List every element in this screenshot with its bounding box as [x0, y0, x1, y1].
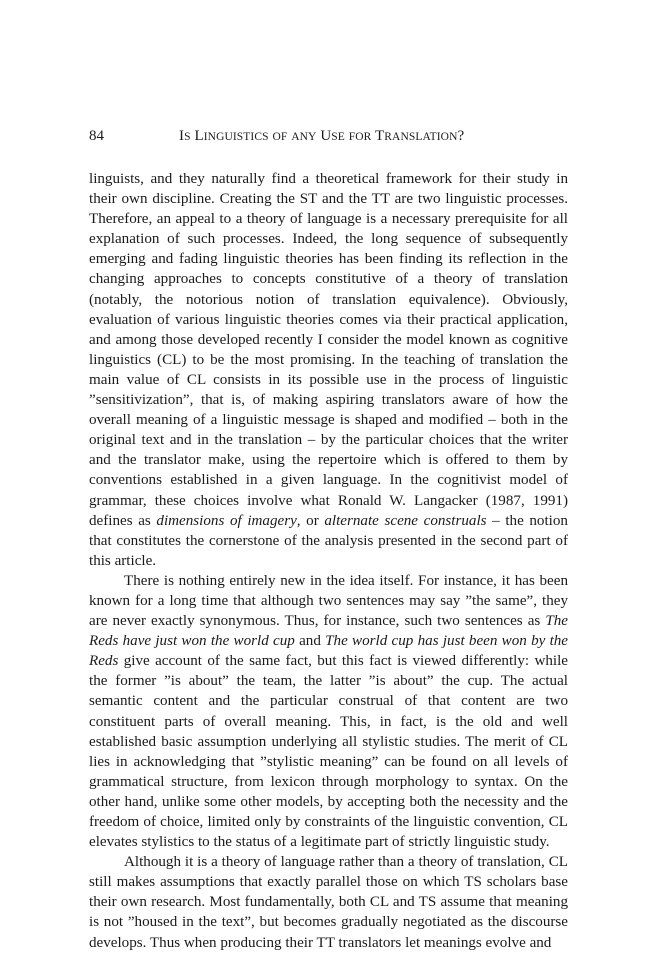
- example-sentence: The Reds have just won the world cup: [89, 613, 568, 650]
- paragraph-2: [89, 571, 568, 852]
- running-header: [89, 126, 569, 146]
- example-sentence: The world cup has just been won by the Reds: [89, 633, 569, 670]
- text-run: Although it is a theory of language rather than a theory of translation, CL still makes assumptions that exactly parallel those on which TS scholars base their own research. Most fundamentally, both CL and TS assume that meaning is not ”housed in the text”, but becomes gradually negotiated as the discourse develops. Thus when producing their TT translators let meanings evolve and: [89, 854, 568, 951]
- paragraph-3: [89, 852, 568, 952]
- text-run: and: [294, 633, 326, 650]
- text-run: , or: [296, 512, 325, 529]
- body-text: [89, 169, 568, 953]
- italic-term: alternate scene construals: [324, 512, 487, 529]
- text-run: give account of the same fact, but this fact is viewed differently: while the former ”is about” the team, the latter ”is about” the cup. The actual semantic content and the particular construal of that content are two constituent parts of overall meaning. This, in fact, is the old and well established basic assumption underlying all stylistic studies. The merit of CL lies in acknowledging that ”stylistic meaning” can be found on all levels of grammatical structure, from lexicon through morphology to syntax. On the other hand, unlike some other models, by accepting both the necessity and the freedom of choice, limited only by constraints of the linguistic convention, CL elevates stylistics to the status of a legitimate part of strictly linguistic study.: [89, 653, 568, 851]
- page-number: 84: [89, 128, 104, 144]
- running-title: IS LINGUISTICS OF ANY USE FOR TRANSLATION?: [179, 128, 465, 144]
- text-run: There is nothing entirely new in the idea itself. For instance, it has been known for a long time that although two sentences may say ”the same”, they are never exactly synonymous. Thus, for instance, such two sentences as: [89, 572, 568, 630]
- text-run: linguists, and they naturally find a theoretical framework for their study in their own discipline. Creating the ST and the TT are two linguistic processes. Therefore, an appeal to a theory of language is a necessary prerequisite for all explanation of such processes. Indeed, the long sequence of subsequently emerging and fading linguistic theories has been finding its reflection in the changing approaches to concepts constitutive of a theory of translation (notably, the notorious notion of translation equivalence). Obviously, evaluation of various linguistic theories comes via their practical application, and among those developed recently I consider the model known as cognitive linguistics (CL) to be the most promising. In the teaching of translation the main value of CL consists in its possible use in the process of linguistic ”sensitivization”, that is, of making aspiring translators aware of how the overall meaning of a linguistic message is shaped and modified – both in the original text and in the translation – by the particular choices that the writer and the translator make, using the repertoire which is offered to them by conventions established in a given language. In the cognitivist model of grammar, these choices involve what Ronald W. Langacker (1987, 1991) defines as: [89, 171, 568, 529]
- paragraph-1: [89, 169, 568, 571]
- text-run: – the notion that constitutes the cornerstone of the analysis presented in the second part of this article.: [89, 512, 568, 569]
- italic-term: dimensions of imagery: [156, 512, 297, 529]
